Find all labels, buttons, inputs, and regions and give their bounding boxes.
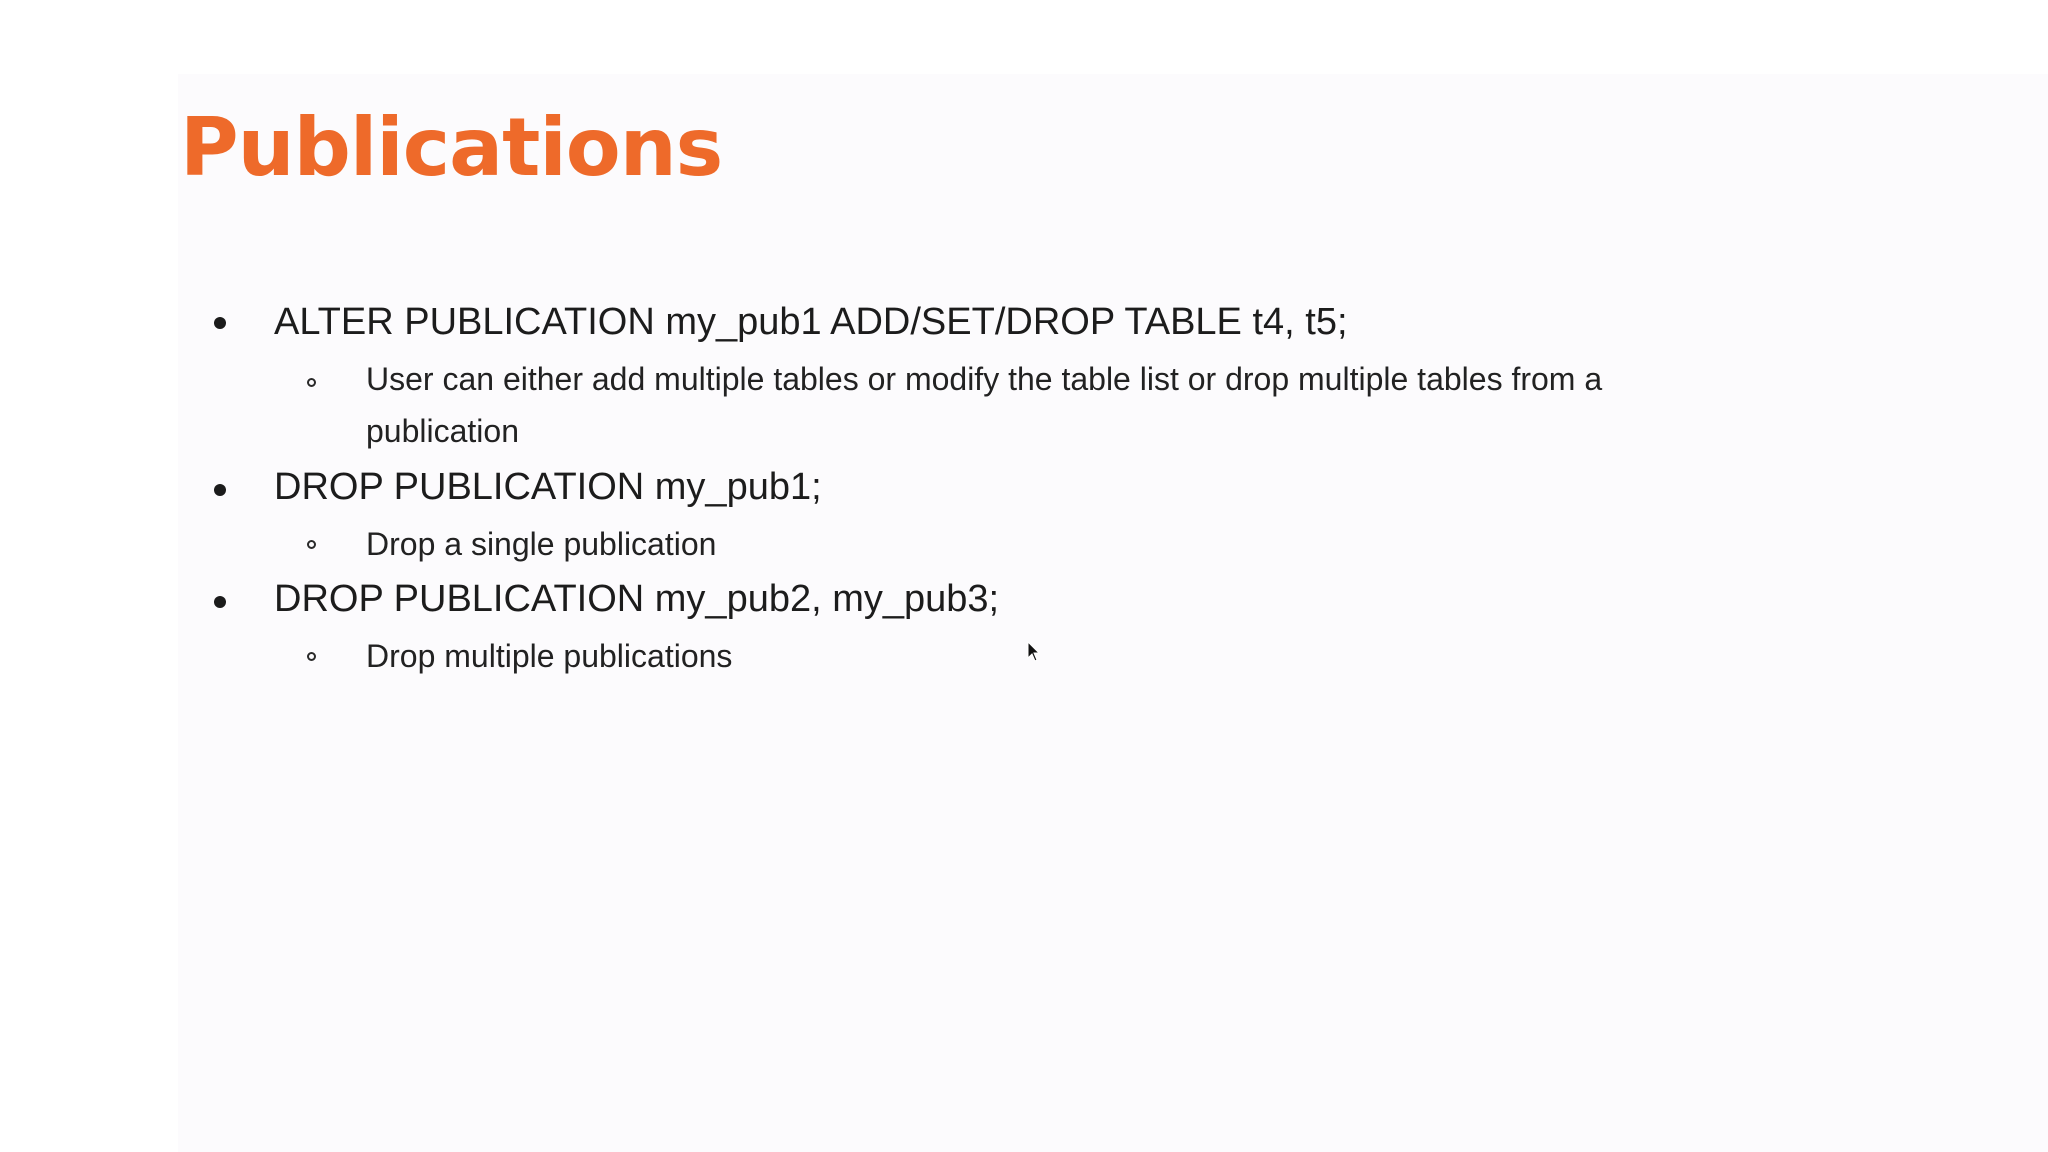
sub-bullet-text: User can either add multiple tables or modify the table list or drop multiple tables from a publication (366, 361, 1603, 449)
bullet-text: DROP PUBLICATION my_pub1; (274, 466, 822, 508)
bullet-text: ALTER PUBLICATION my_pub1 ADD/SET/DROP TABLE t4, t5; (274, 301, 1348, 343)
sub-bullet-text: Drop a single publication (366, 526, 717, 562)
bullet-icon (214, 596, 226, 608)
slide-title: Publications (180, 101, 723, 194)
sub-bullet-text: Drop multiple publications (366, 638, 733, 674)
mouse-pointer-icon (1027, 641, 1041, 663)
bullet-icon (214, 317, 226, 329)
sub-bullet-icon (307, 652, 316, 661)
sub-bullet-icon (307, 540, 316, 549)
bullet-text: DROP PUBLICATION my_pub2, my_pub3; (274, 578, 1000, 620)
bullet-icon (214, 484, 226, 496)
sub-bullet-icon (307, 378, 316, 387)
